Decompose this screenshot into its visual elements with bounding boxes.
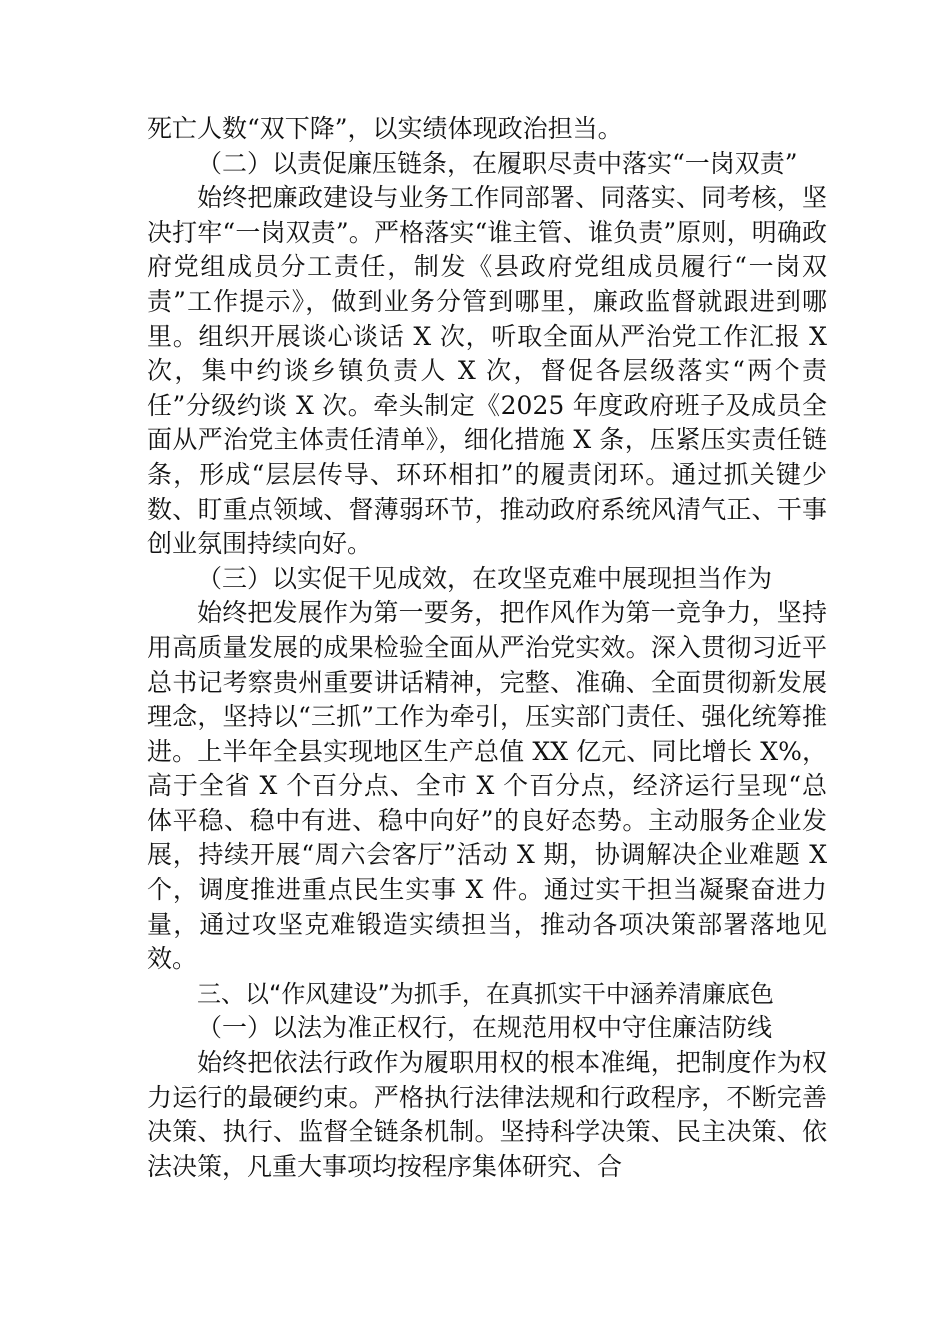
document-body xyxy=(147,112,827,1184)
section-3-heading: 三、以“作风建设”为抓手，在真抓实干中涵养清廉底色 xyxy=(197,979,774,1008)
section-3-subsection-1-heading: （一）以法为准正权行，在规范用权中守住廉洁防线 xyxy=(197,1013,773,1043)
lead-line: 死亡人数“双下降”，以实绩体现政治担当。 xyxy=(147,114,623,143)
subsection-2-paragraph: 始终把廉政建设与业务工作同部署、同落实、同考核，坚决打牢“一岗双责”。严格落实“谁主管、谁负责”原则，明确政府党组成员分工责任，制发《县政府党组成员履行“一岗双责”工作提示》，做到业务分管到哪里，廉政监督就跟进到哪里。组织开展谈心谈话 X 次，听取全面从严治党工作汇报 X 次，集中约谈乡镇负责人 X 次，督促各层级落实“两个责任”分级约谈 X 次。牵头制定《2025 年度政府班子及成员全面从严治党主体责任清单》，细化措施 X 条，压紧压实责任链条，形成“层层传导、环环相扣”的履责闭环。通过抓关键少数、盯重点领域、督薄弱环节，推动政府系统风清气正、干事创业氛围持续向好。 xyxy=(147,183,827,559)
section-3-subsection-1-paragraph: 始终把依法行政作为履职用权的根本准绳，把制度作为权力运行的最硬约束。严格执行法律法规和行政程序，不断完善决策、执行、监督全链条机制。坚持科学决策、民主决策、依法决策，凡重大事项均按程序集体研究、合 xyxy=(147,1048,827,1181)
subsection-3-paragraph: 始终把发展作为第一要务，把作风作为第一竞争力，坚持用高质量发展的成果检验全面从严治党实效。深入贯彻习近平总书记考察贵州重要讲话精神，完整、准确、全面贯彻新发展理念，坚持以“三抓”工作为牵引，压实部门责任、强化统筹推进。上半年全县实现地区生产总值 XX 亿元、同比增长 X%，高于全省 X 个百分点、全市 X 个百分点，经济运行呈现“总体平稳、稳中有进、稳中向好”的良好态势。主动服务企业发展，持续开展“周六会客厅”活动 X 期，协调解决企业难题 X 个，调度推进重点民生实事 X 件。通过实干担当凝聚奋进力量，通过攻坚克难锻造实绩担当，推动各项决策部署落地见效。 xyxy=(147,598,827,974)
subsection-3-heading: （三）以实促干见成效，在攻坚克难中展现担当作为 xyxy=(197,563,773,593)
subsection-2-heading: （二）以责促廉压链条，在履职尽责中落实“一岗双责” xyxy=(197,148,798,178)
